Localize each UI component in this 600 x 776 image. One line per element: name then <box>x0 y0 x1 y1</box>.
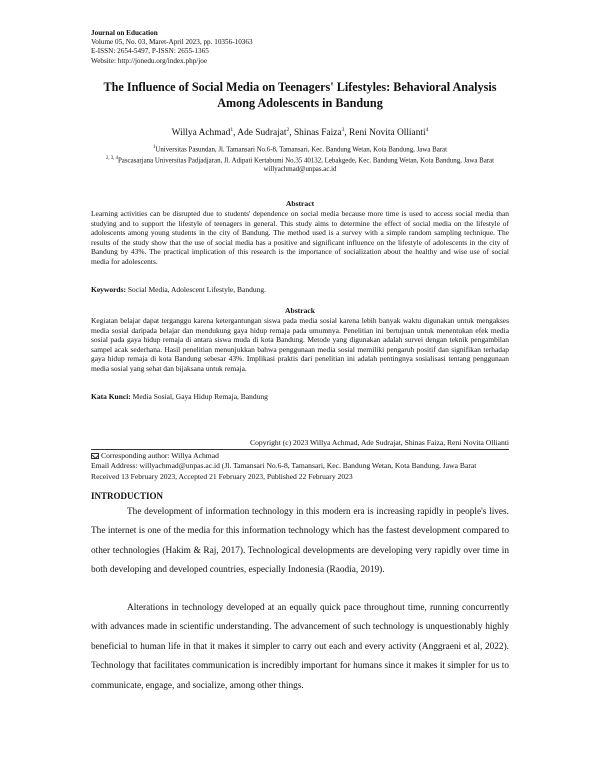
envelope-icon <box>91 453 99 459</box>
author-sup: 1 <box>230 127 234 133</box>
corresponding-author <box>91 451 509 461</box>
author-sup: 2 <box>286 127 290 133</box>
author-name: Willya Achmad <box>171 128 231 139</box>
abstrack-body: Kegiatan belajar dapat terganggu karena ketergantungan siswa pada media sosial karena lebih banyak waktu digunakan untuk mengakses media sosial daripada belajar dan mendukung gaya hidup remaja pada umumnya. Penelitian ini bertujuan untuk menentukan efek media sosial pada gaya hidup remaja di antara siswa muda di kota Bandung. Metode yang digunakan adalah survei dengan teknik pengambilan sampel acak sederhana. Hasil penelitian menunjukkan bahwa penggunaan media sosial memiliki pengaruh positif dan signifikan terhadap gaya hidup remaja di kota Bandung sebesar 43%. Implikasi praktis dari penelitian ini adalah pentingnya sosialisasi tentang penggunaan media sosial yang sehat dan bijaksana untuk remaja. <box>91 316 509 373</box>
author-name: Shinas Faiza <box>293 128 342 139</box>
affiliations <box>91 144 509 175</box>
author-sup: 3 <box>341 127 345 133</box>
paragraph: The development of information technology in this modern era is increasing rapidly in people's lives. The internet is one of the media for this information technology which has the fastest development compared to other technologies (Hakim & Raj, 2017). Technological developments are developing very rapidly over time in both developing and developed countries, especially Indonesia (Raodia, 2019). <box>91 507 509 576</box>
journal-volume: Volume 05, No. 03, Maret-April 2023, pp. 10356-10363 <box>91 38 253 47</box>
section-heading: INTRODUCTION <box>91 491 164 501</box>
affiliation-sup: 1 <box>152 145 156 150</box>
kata-kunci-text: Media Sosial, Gaya Hidup Remaja, Bandung <box>132 392 268 401</box>
author-sup: 4 <box>425 127 429 133</box>
keywords-text: Social Media, Adolescent Lifestyle, Bandung. <box>127 285 266 294</box>
affiliation-sup: 2, 3, 4 <box>105 156 118 162</box>
affiliation-1 <box>91 144 509 155</box>
journal-website[interactable]: Website: http://jonedu.org/index.php/joe <box>91 56 208 65</box>
abstract-heading: Abstract <box>285 199 315 208</box>
divider <box>91 449 509 450</box>
affiliation-text: Universitas Pasundan, Jl. Tamansari No.6-8, Tamansari, Kec. Bandung Wetan, Kota Bandung, Jawa Barat <box>155 146 448 154</box>
affiliation-text: Pascasarjana Universitas Padjadjaran, Jl. Adipati Kertabumi No.35 40132, Lebakgede, Kec. Bandung Wetan, Kota Bandung, Jawa Barat <box>117 157 495 165</box>
journal-name: Journal on Education <box>91 29 158 37</box>
affiliation-2 <box>91 155 509 166</box>
author-list: Willya Achmad$^1$, Ade Sudrajat$^2$, Shinas Faiza$^3$, Reni Novita Ollianti$^4$ <box>171 127 429 139</box>
abstrack-heading: Abstrack <box>285 306 315 315</box>
corresponding-author-text: Corresponding author: Willya Achmad <box>101 451 219 460</box>
author-name: Reni Novita Ollianti <box>349 128 426 139</box>
abstract-body: Learning activities can be disrupted due to students' dependence on social media because more time is used to access social media than studying and to support the lifestyle of teenagers in general. This study aims to determine the effect of social media on the lifestyle of adolescents among young students in the city of Bandung. The method used is a survey with a simple random sampling technique. The results of the study show that the use of social media has a positive and significant influence on the lifestyle of adolescents in the city of Bandung by 43%. The practical implication of this research is the importance of socialization about the healthy and wise use of social media for adolescents. <box>91 209 509 266</box>
paragraph: Alterations in technology developed at an equally quick pace throughout time, running concurrently with advances made in scientific understanding. The advancement of such technology is unquestionably highly beneficial to human life in that it makes it simpler to carry out each and every activity (Anggraeni et al, 2022). Technology that facilitates communication is incredibly important for humans since it makes it simpler for us to communicate, engage, and socialize, among other things. <box>91 603 509 691</box>
article-title: The Influence of Social Media on Teenagers' Lifestyles: Behavioral Analysis Among Adolescents in Bandung <box>103 80 497 110</box>
author-email[interactable]: willyachmad@unpas.ac.id <box>263 166 337 174</box>
journal-header <box>91 29 253 66</box>
journal-issn: E-ISSN: 2654-5497, P-ISSN: 2655-1365 <box>91 47 209 56</box>
keywords <box>91 285 509 294</box>
kata-kunci <box>91 392 509 401</box>
kata-kunci-label: Kata Kunci: <box>91 392 131 401</box>
correspondence-block <box>91 451 509 482</box>
author-name: Ade Sudrajat <box>237 128 287 139</box>
keywords-label: Keywords: <box>91 285 126 294</box>
copyright: Copyright (c) 2023 Willya Achmad, Ade Sudrajat, Shinas Faiza, Reni Novita Ollianti <box>250 438 509 447</box>
article-dates: Received 13 February 2023, Accepted 21 February 2023, Published 22 February 2023 <box>91 471 353 481</box>
corresponding-email: Email Address: willyachmad@unpas.ac.id (Jl. Tamansari No.6-8, Tamansari, Kec. Bandung Wetan, Kota Bandung, Jawa Barat <box>91 461 477 471</box>
